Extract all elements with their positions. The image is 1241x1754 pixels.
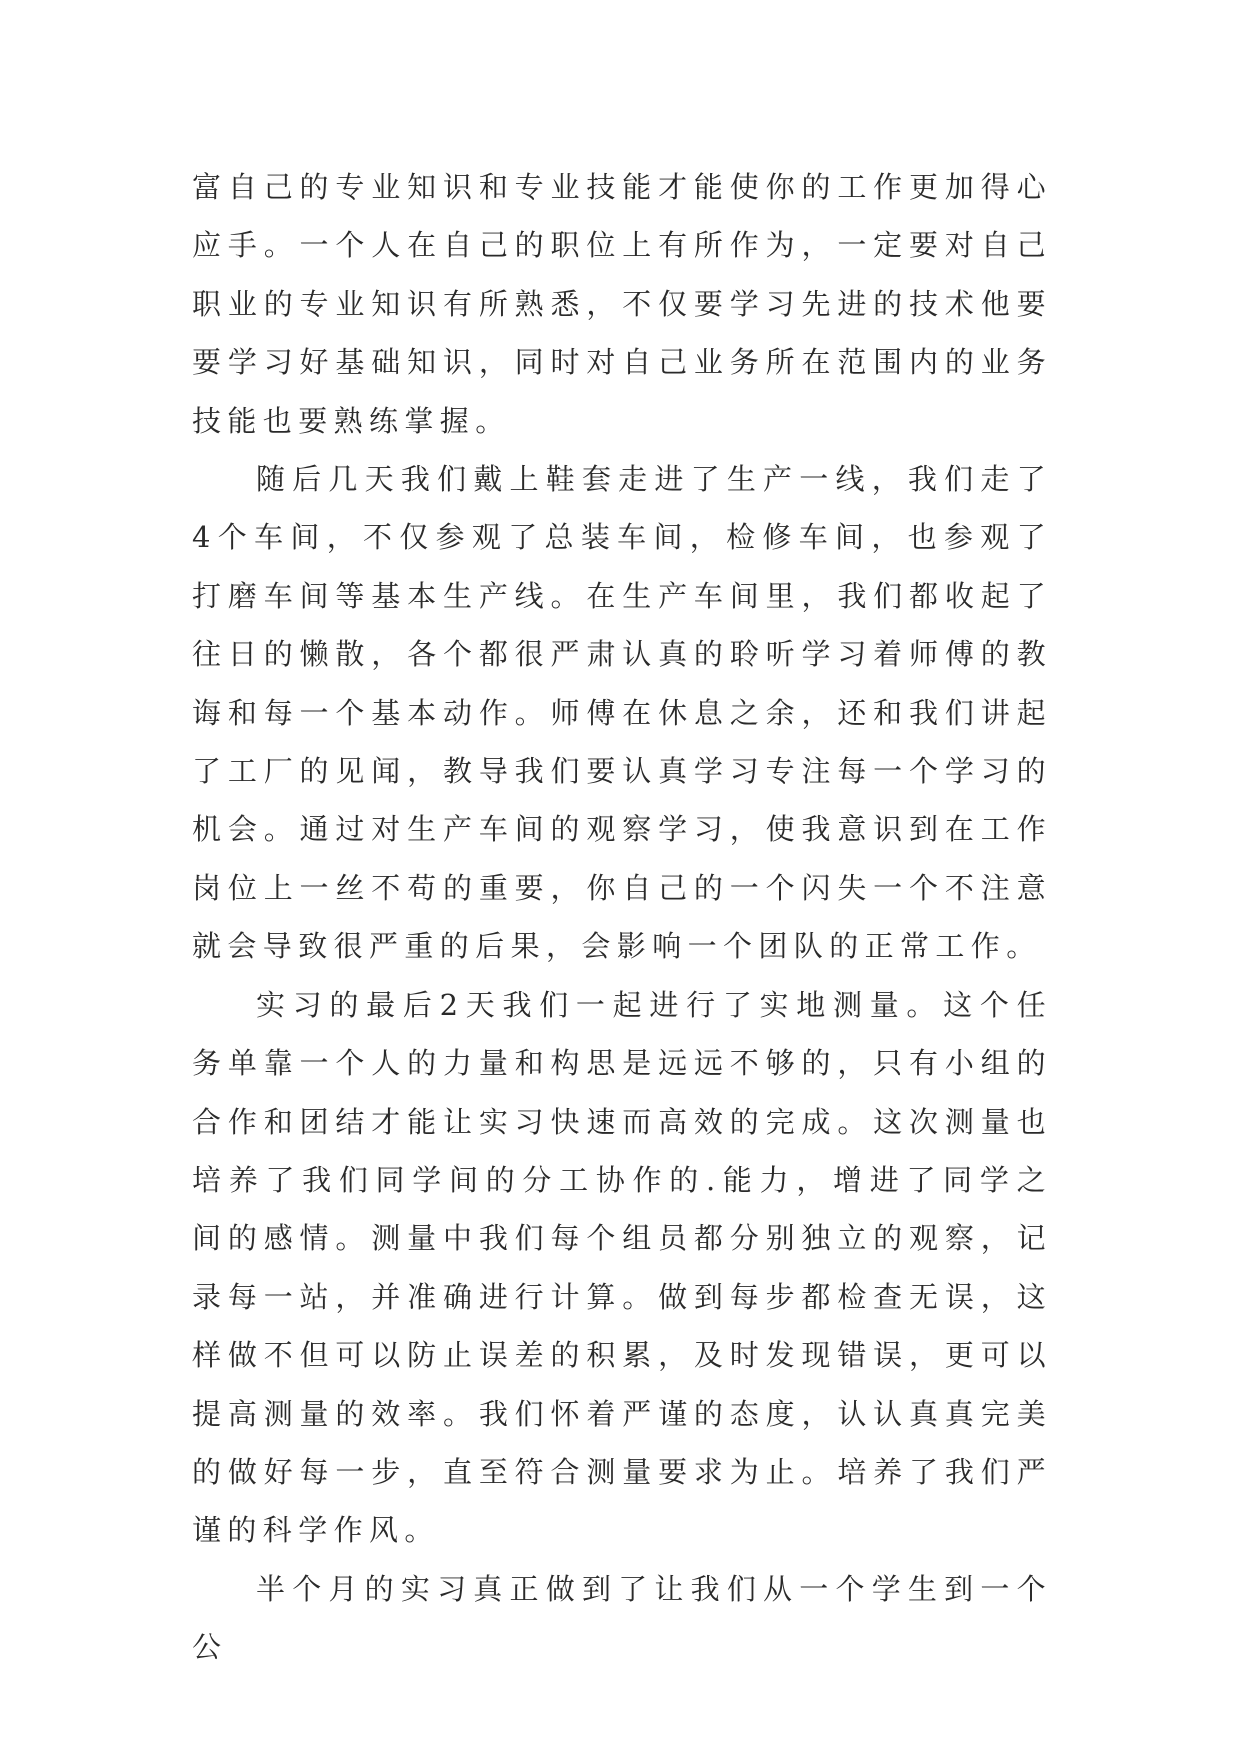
paragraph-4: 半个月的实习真正做到了让我们从一个学生到一个公 <box>192 1571 1052 1665</box>
paragraph-3: 实习的最后2天我们一起进行了实地测量。这个任务单靠一个人的力量和构思是远远不够的，只有小组的合作和团结才能让实习快速而高效的完成。这次测量也培养了我们同学间的分工协作的.能力，增进了同学之间的感情。测量中我们每个组员都分别独立的观察，记录每一站，并准确进行计算。做到每步都检查无误，这样做不但可以防止误差的积累，及时发现错误，更可以提高测量的效率。我们怀着严谨的态度，认认真真完美的做好每一步，直至符合测量要求为止。培养了我们严谨的科学作风。 <box>192 987 1052 1548</box>
document-body <box>192 158 1052 1677</box>
paragraph-1: 富自己的专业知识和专业技能才能使你的工作更加得心应手。一个人在自己的职位上有所作为，一定要对自己职业的专业知识有所熟悉，不仅要学习先进的技术他要要学习好基础知识，同时对自己业务所在范围内的业务技能也要熟练掌握。 <box>192 170 1052 438</box>
paragraph-2: 随后几天我们戴上鞋套走进了生产一线，我们走了4个车间，不仅参观了总装车间，检修车间，也参观了打磨车间等基本生产线。在生产车间里，我们都收起了往日的懒散，各个都很严肃认真的聆听学习着师傅的教诲和每一个基本动作。师傅在休息之余，还和我们讲起了工厂的见闻，教导我们要认真学习专注每一个学习的机会。通过对生产车间的观察学习，使我意识到在工作岗位上一丝不苟的重要，你自己的一个闪失一个不注意就会导致很严重的后果，会影响一个团队的正常工作。 <box>192 462 1052 964</box>
